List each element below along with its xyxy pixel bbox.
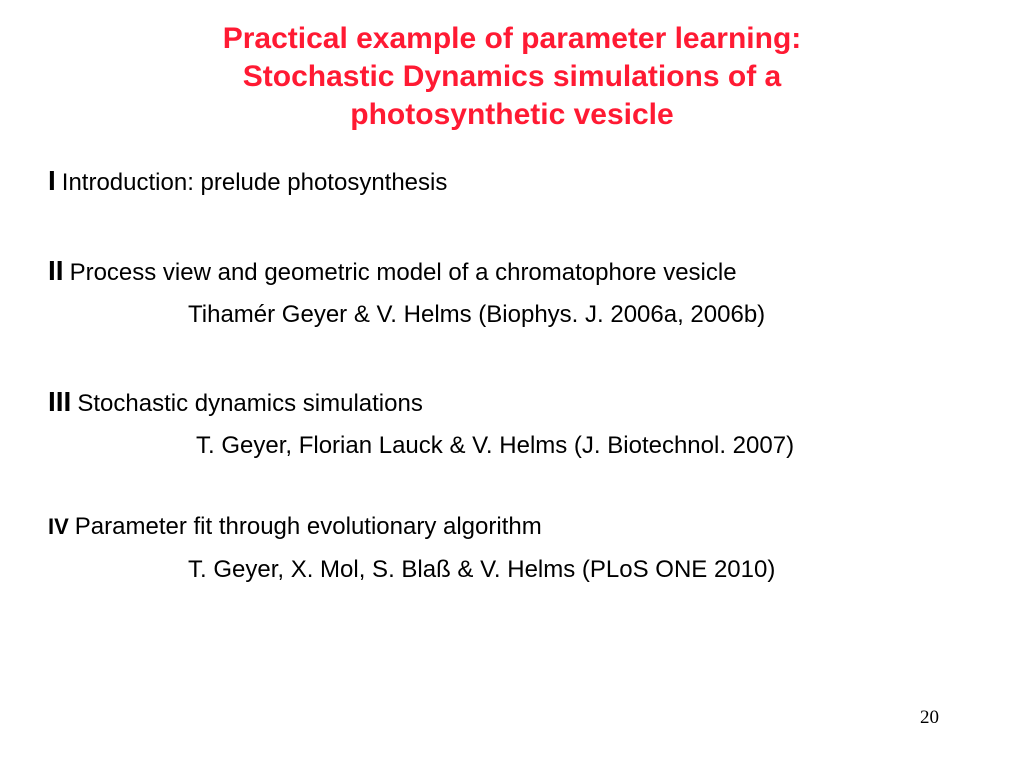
section-2 (48, 256, 737, 288)
section-4-reference: T. Geyer, X. Mol, S. Blaß & V. Helms (PLoS ONE 2010) (188, 556, 776, 583)
title-line-2: Stochastic Dynamics simulations of a (242, 60, 782, 93)
section-2-numeral: II (48, 255, 64, 286)
section-1 (48, 166, 447, 198)
section-4-heading: Parameter fit through evolutionary algorithm (74, 513, 542, 540)
section-3-heading: Stochastic dynamics simulations (77, 390, 423, 417)
section-3-reference: T. Geyer, Florian Lauck & V. Helms (J. Biotechnol. 2007) (196, 432, 795, 459)
slide-title (0, 20, 1024, 134)
section-2-heading: Process view and geometric model of a chromatophore vesicle (69, 259, 737, 286)
section-3-numeral: III (48, 386, 72, 417)
section-1-heading: Introduction: prelude photosynthesis (61, 169, 448, 196)
section-3 (48, 387, 423, 419)
section-4 (48, 512, 542, 542)
section-1-numeral: I (48, 165, 56, 196)
title-line-3: photosynthetic vesicle (350, 98, 674, 131)
title-line-1: Practical example of parameter learning: (222, 22, 802, 55)
section-4-numeral: IV (48, 514, 69, 539)
page-number: 20 (920, 707, 939, 728)
section-2-reference: Tihamér Geyer & V. Helms (Biophys. J. 2006a, 2006b) (188, 301, 766, 328)
